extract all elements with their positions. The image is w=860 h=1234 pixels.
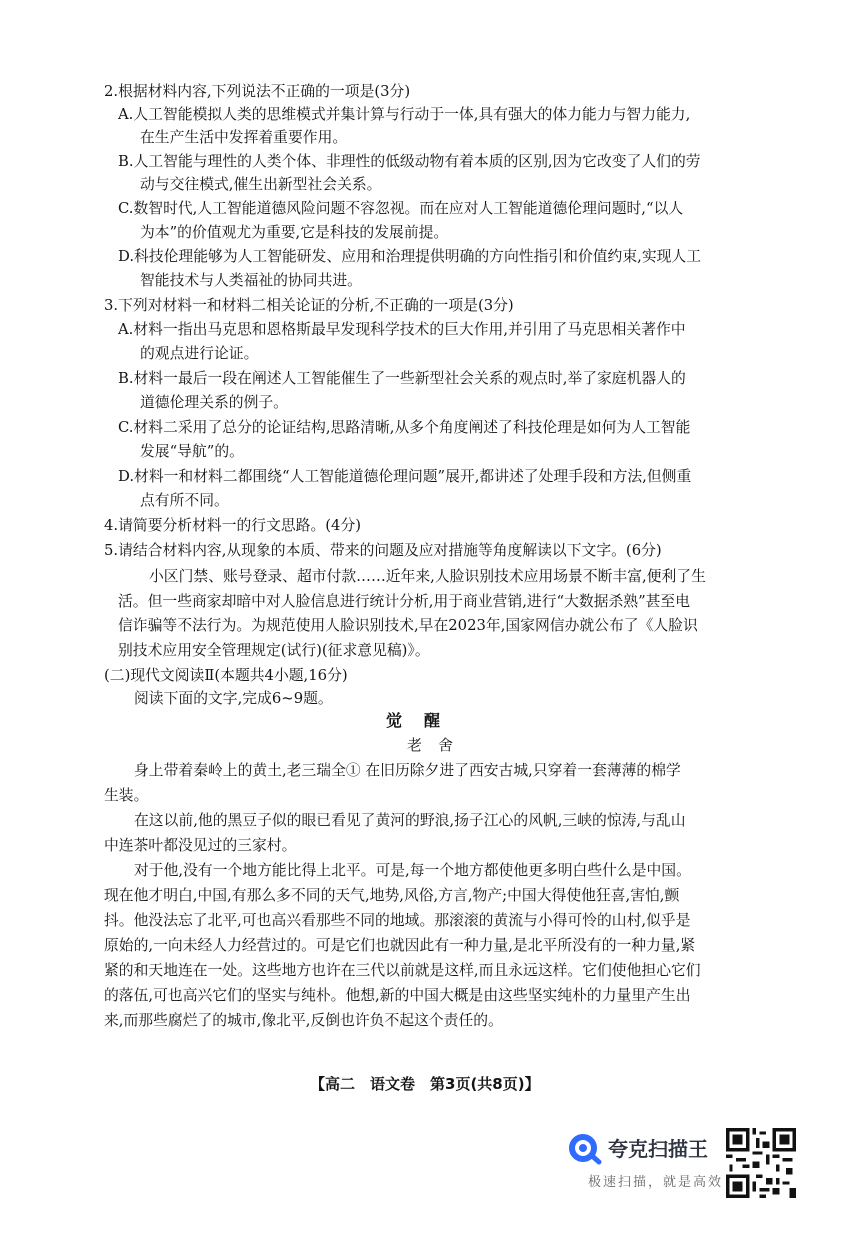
- text-line: 在这以前,他的黑豆子似的眼已看见了黄河的野浪,扬子江心的风帆,三峡的惊涛,与乱山: [134, 812, 686, 829]
- text-line: A.材料一指出马克思和恩格斯最早发现科学技术的巨大作用,并引用了马克思相关著作中: [118, 321, 686, 338]
- text-line: A.人工智能模拟人类的思维模式并集计算与行动于一体,具有强大的体力能力与智力能力,: [118, 106, 691, 123]
- page-footer: 【高二 语文卷 第3页(共8页)】: [310, 1075, 540, 1093]
- text-line: B.人工智能与理性的人类个体、非理性的低级动物有着本质的区别,因为它改变了人们的劳: [118, 153, 701, 170]
- text-line: C.材料二采用了总分的论证结构,思路清晰,从多个角度阐述了科技伦理是如何为人工智能: [118, 419, 691, 436]
- text-line: 小区门禁、账号登录、超市付款……近年来,人脸识别技术应用场景不断丰富,便利了生: [149, 568, 706, 585]
- article-title: 觉醒: [386, 711, 463, 730]
- text-line: 身上带着秦岭上的黄土,老三瑞全① 在旧历除夕进了西安古城,只穿着一套薄薄的棉学: [134, 762, 681, 779]
- text-line: D.材料一和材料二都围绕“人工智能道德伦理问题”展开,都讲述了处理手段和方法,但侧重: [118, 468, 692, 485]
- brand-slogan: 极速扫描，就是高效: [588, 1175, 724, 1190]
- text-line: (二)现代文阅读Ⅱ(本题共4小题,16分): [104, 667, 348, 684]
- text-line: 原始的,一向未经人力经营过的。可是它们也就因此有一种力量,是北平所没有的一种力量,紧: [104, 937, 696, 954]
- quark-logo-icon: [568, 1131, 602, 1165]
- text-line: 的落伍,可也高兴它们的坚实与纯朴。他想,新的中国大概是由这些坚实纯朴的力量里产生出: [104, 987, 691, 1004]
- text-line: 信诈骗等不法行为。为规范使用人脸识别技术,早在2023年,国家网信办就公布了《人脸识: [118, 617, 698, 634]
- text-line: 来,而那些腐烂了的城市,像北平,反倒也许负不起这个责任的。: [104, 1012, 503, 1029]
- text-line: 别技术应用安全管理规定(试行)(征求意见稿)》。: [118, 642, 430, 659]
- text-line: 智能技术与人类福祉的协同共进。: [140, 272, 362, 289]
- text-line: 3.下列对材料一和材料二相关论证的分析,不正确的一项是(3分): [104, 297, 514, 314]
- text-line: 中连茶叶都没见过的三家村。: [104, 837, 297, 854]
- text-line: 紧的和天地连在一处。这些地方也许在三代以前就是这样,而且永远这样。它们使他担心它们: [104, 962, 701, 979]
- text-line: 在生产生活中发挥着重要作用。: [140, 129, 348, 146]
- article-author: 老舍: [407, 736, 470, 754]
- text-line: 生装。: [104, 787, 149, 804]
- text-line: 道德伦理关系的例子。: [140, 394, 288, 411]
- text-line: 4.请简要分析材料一的行文思路。(4分): [104, 517, 362, 534]
- text-line: C.数智时代,人工智能道德风险问题不容忽视。而在应对人工智能道德伦理问题时,“以人: [118, 200, 684, 217]
- text-line: 的观点进行论证。: [140, 345, 259, 362]
- text-line: 5.请结合材料内容,从现象的本质、带来的问题及应对措施等角度解读以下文字。(6分): [104, 542, 662, 559]
- text-line: D.科技伦理能够为人工智能研发、应用和治理提供明确的方向性指引和价值约束,实现人工: [118, 248, 702, 265]
- text-line: 阅读下面的文字,完成6~9题。: [134, 690, 333, 707]
- text-line: 动与交往模式,催生出新型社会关系。: [140, 176, 382, 193]
- text-line: 点有所不同。: [140, 492, 229, 509]
- text-line: B.材料一最后一段在阐述人工智能催生了一些新型社会关系的观点时,举了家庭机器人的: [118, 370, 686, 387]
- text-line: 发展“导航”的。: [140, 443, 244, 460]
- text-line: 抖。他没法忘了北平,可也高兴看那些不同的地域。那滚滚的黄流与小得可怜的山村,似乎是: [104, 912, 691, 929]
- text-line: 2.根据材料内容,下列说法不正确的一项是(3分): [104, 83, 411, 100]
- brand-name: 夸克扫描王: [608, 1137, 708, 1161]
- scanner-watermark: [568, 1131, 724, 1201]
- text-line: 对于他,没有一个地方能比得上北平。可是,每一个地方都使他更多明白些什么是中国。: [134, 862, 691, 879]
- text-line: 活。但一些商家却暗中对人脸信息进行统计分析,用于商业营销,进行“大数据杀熟”甚至电: [118, 593, 691, 610]
- text-line: 为本”的价值观尤为重要,它是科技的发展前提。: [140, 224, 449, 241]
- text-line: 现在他才明白,中国,有那么多不同的天气,地势,风俗,方言,物产;中国大得使他狂喜,害怕,颤: [104, 887, 680, 904]
- qr-code-icon: [726, 1128, 796, 1198]
